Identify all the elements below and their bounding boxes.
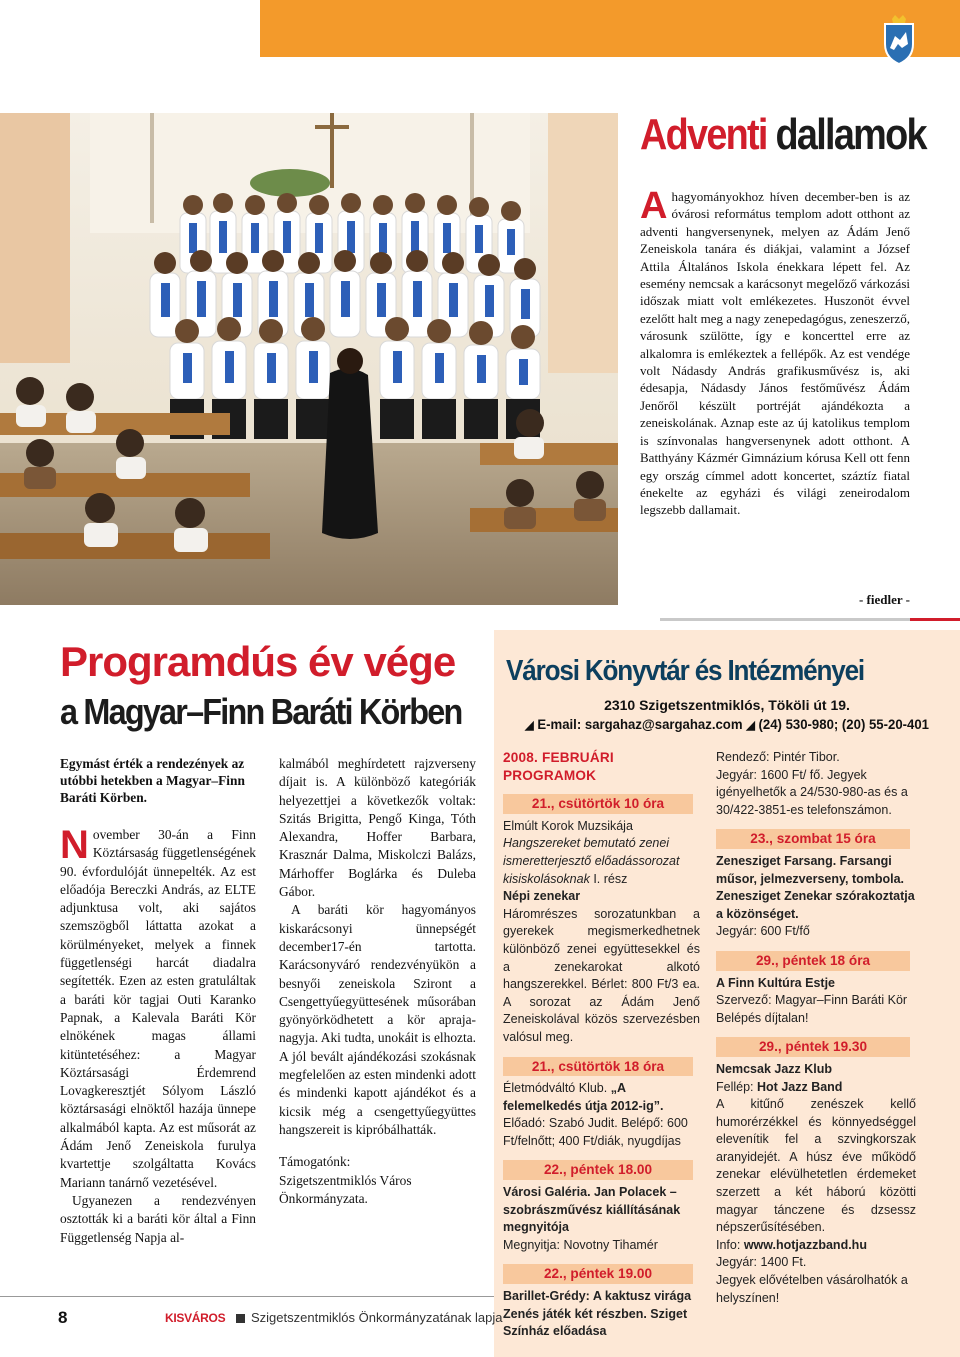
event-performer: Fellép: Hot Jazz Band [716, 1079, 843, 1094]
footer-square-icon [236, 1314, 245, 1323]
header-white-block [0, 0, 260, 57]
crest-icon [882, 14, 916, 66]
advent-article [640, 185, 910, 519]
event-description: Megnyitja: Novotny Tihamér [503, 1237, 658, 1252]
event-title: Nemcsak Jazz Klub [716, 1061, 833, 1076]
advent-signature: - fiedler - [858, 592, 910, 607]
programdus-col1-text-b: Ugyanezen a rendezvényen osztották ki a baráti kör által a Finn Függetlenség Napja al- [60, 1192, 256, 1245]
library-column-2 [716, 749, 916, 1307]
event-description: A kitűnő zenészek kellő humorérzékkel és könnyedséggel elevenítik fel a szvingkorszak aranyidejét. A húsz éve működő zenekar elévülhetetlen érdemeket szerzett a két háború közötti magyar tánczene és dzsessz népszerűsítésében. [716, 1097, 916, 1235]
advent-body-text: hagyományokhoz híven december-ben is az óvárosi református templom adott otthont az adventi hangversenynek, melyen az Ádám Jenő Zeneiskola tanára és diákjai, valamint a József Attila Általános Iskola énekkara lépett fel. Az esemény nemcsak a karácsonyt megelőző várkozási időszak miatt volt emlékezetes. Huszonöt évvel ezelőtt halt meg a nagy zenepedagógus, zeneszerző, városunk szülötte, így e koncerttel erre az alkalomra is emlékeztek a fellépők. Az est vendége volt Nádasdy András grafikusművész is, aki édesapja, Nádasdy János festőművész Ádám Jenőről készült portréját ajándékozta a zeneiskolának. Aznap este az új katolikus templom is színvonalas hangversenynek adott otthont. A Batthyány Kázmér Gimnázium kórusa Kell ott fenn egy ország címmel adott koncertet, száztíz fiatal énekelte az egyházi és világi zeneirodalom legszebb dallamait. [640, 189, 910, 518]
programs-heading: 2008. FEBRUÁRI PROGRAMOK [503, 750, 614, 783]
bullet-arrow-icon: ◢ [746, 718, 755, 732]
choir-photo [0, 113, 618, 605]
event-price: Jegyár: 1400 Ft. [716, 1255, 807, 1270]
event-date: 22., péntek 19.00 [503, 1264, 693, 1284]
divider-grey [660, 618, 910, 621]
event-date: 23., szombat 15 óra [716, 829, 910, 849]
programdus-subtitle: a Magyar–Finn Baráti Körben [60, 691, 462, 732]
event-title: Zenesziget Farsang. Farsangi műsor, jelmezverseny, tombola. Zenesziget Zenekar szórakoztatja a közönséget. [716, 853, 915, 921]
header-orange-bar [260, 0, 960, 57]
event-date: 22., péntek 18.00 [503, 1160, 693, 1180]
event-title-2: Népi zenekar [503, 889, 581, 904]
library-address: 2310 Szigetszentmiklós, Tököli út 19. [604, 697, 850, 713]
event-date: 21., csütörtök 10 óra [503, 794, 693, 814]
programdus-support: Támogatónk: Szigetszentmiklós Város Önkormányzata. [279, 1154, 412, 1206]
programdus-col2-text-b: A baráti kör hagyományos kiskarácsonyi ünnepségét december17-én tartotta. Karácsonyváró rendezvényükön a besnyői zeneiskola Sziront a Csengettyűegyüttesének műsorában gyönyörködhetett a kör apraja-nagyja. Aki tudta, unokáit is elhozta. A jól bevált ajándékozási szokásnak megfelelően az esten mindenki adott és mindenki kapott ajándékot és a kicsik még a csengettyűegyüttes hangszereit is kipróbálhatták. [279, 902, 476, 1137]
event-date: 29., péntek 19.30 [716, 1037, 910, 1057]
programdus-title: Programdús év vége [60, 638, 456, 685]
advent-title: Adventi dallamok [640, 110, 926, 159]
library-email[interactable]: E-mail: sargahaz@sargahaz.com [537, 716, 743, 732]
event-organizer: Rendező: Pintér Tibor. [716, 750, 840, 764]
programdus-column-2 [279, 755, 476, 1208]
divider-red [910, 618, 960, 621]
event-date: 21., csütörtök 18 óra [503, 1057, 693, 1077]
event-title: Városi Galéria. Jan Polacek – szobrászművész kiállításának megnyitója [503, 1185, 681, 1235]
library-column-1 [503, 749, 700, 1341]
page-number: 8 [58, 1308, 68, 1327]
event-info: Info: www.hotjazzband.hu [716, 1237, 867, 1252]
programdus-lead: Egymást érték a rendezények az utóbbi hetekben a Magyar–Finn Baráti Körben. [60, 756, 245, 805]
programdus-col1-text: ovember 30-án a Finn Köztársaság függetlenségének 90. évfordulóját ünnepelték. Az est előadója Bereczki András, az ELTE adjunktusa volt, aki sajátos szemszögből láttatta azokat a körülményeket, melyek a finnek függetlenségi harcát diadalra segítették. Ezen az esten gratuláltak a baráti kör tagjai Outi Karanko Papnak, a Kalevala Baráti Kör elnökének magas állami kitüntetéséhez: a Magyar Köztársasági Érdemrend Lovagkeresztjét Sólyom László köztársasági elnöktől hazája ünnepe alkalmából kapta. Az est műsorát az Ádám Jenő Zeneiskola furulya kvartettje szolgáltatta Kovács Mariann tanárnő vezetésével. [60, 827, 256, 1190]
advent-dropcap: A [640, 185, 668, 227]
event-subtitle: Hangszereket bemutató zenei ismeretterjesztő előadássorozat kisiskolásoknak I. rész [503, 836, 680, 886]
footer-brand: KISVÁROS [165, 1311, 226, 1325]
library-title: Városi Könyvtár és Intézményei [506, 655, 865, 687]
event-title: Elmúlt Korok Muzsikája [503, 818, 633, 833]
event-description: Szervező: Magyar–Finn Baráti Kör Belépés díjtalan! [716, 993, 908, 1025]
event-info-link[interactable]: www.hotjazzband.hu [743, 1237, 867, 1252]
event-title: A Finn Kultúra Estje [716, 975, 835, 990]
programdus-col2-text-a: kalmából meghírdetett rajzverseny díjait is. A különböző kategóriák helyezettjei a következők voltak: Szitás Brigitta, Pengő Kinga, Tóth Alexandra, Hoffer Barbara, Krasznár Dalma, Miskolczi Balázs, Márhoffer Boglárka és Duleba Gábor. [279, 756, 476, 900]
event-description: Háromrészes sorozatunkban a gyerekek megismerkedhetnek különböző zenei együttesekkel és a zenekarokat alkotó hangszerekkel. Bérlet: 800 Ft/3 ea. A sorozat az Ádám Jenő Zeneiskolával közös szervezésben valósul meg. [503, 906, 700, 1044]
programdus-column-1 [60, 823, 256, 1247]
event-ticket-info: Jegyár: 1600 Ft/ fő. Jegyek igényelhetők a 24/530-980-as és a 30/422-3851-es telefonszámon. [716, 767, 908, 817]
programdus-dropcap: N [60, 823, 89, 867]
event-date: 29., péntek 18 óra [716, 951, 910, 971]
bullet-arrow-icon: ◢ [525, 718, 534, 732]
event-text: Életmódváltó Klub. „A felemelkedés útja 2012-ig”. Előadó: Szabó Judit. Belépő: 600 Ft/felnőtt; 400 Ft/diák, nyugdíjas [503, 1081, 688, 1148]
library-phone: (24) 530-980; (20) 55-20-401 [758, 716, 929, 732]
event-note: Jegyek elővételben vásárolhatók a helyszínen! [716, 1273, 908, 1305]
event-description: Jegyár: 600 Ft/fő [716, 924, 810, 939]
library-contact [508, 716, 946, 732]
footer-rule [0, 1296, 494, 1297]
event-title: Barillet-Grédy: A kaktusz virága Zenés játék két részben. Sziget Színház előadása [503, 1289, 692, 1339]
footer-subtitle: Szigetszentmiklós Önkormányzatának lapja [251, 1310, 503, 1325]
